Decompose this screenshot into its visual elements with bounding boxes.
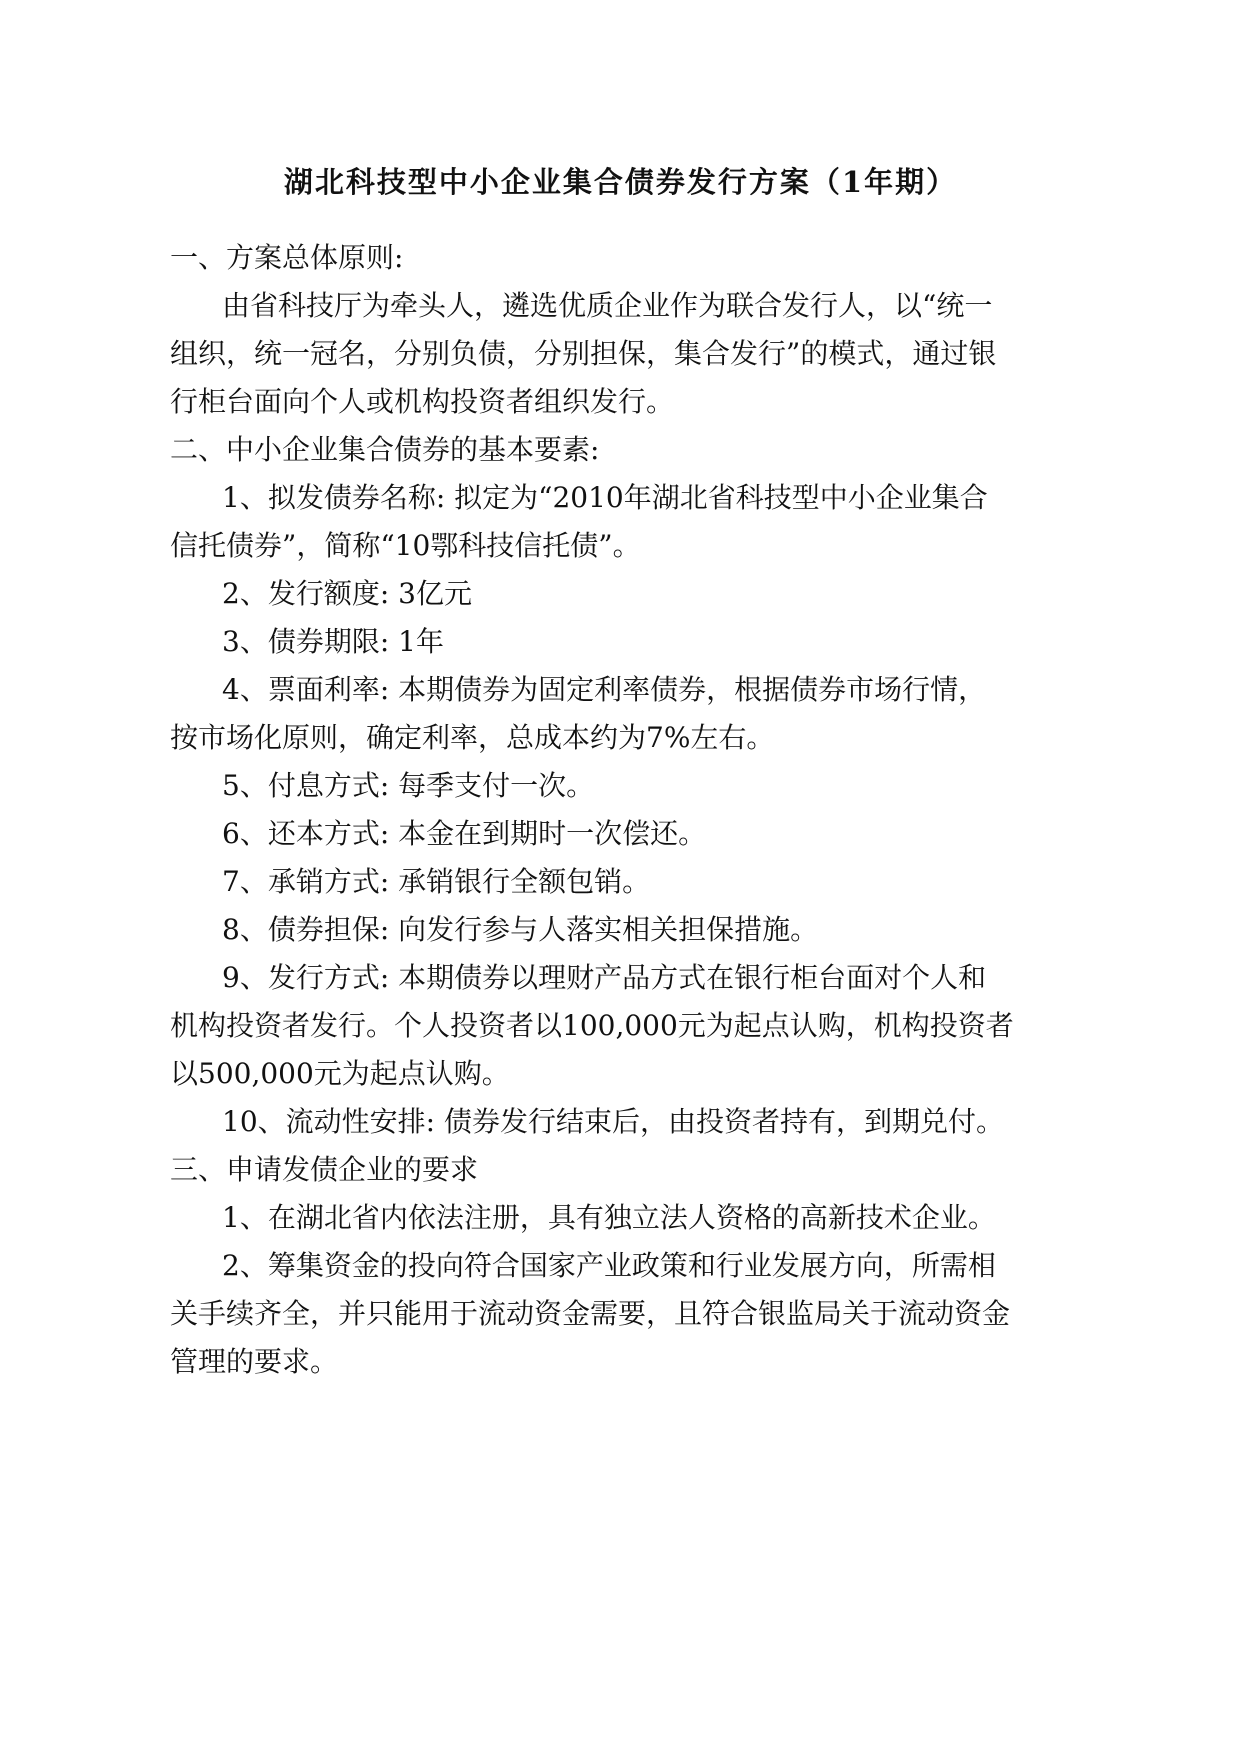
section-heading-3: 三、申请发债企业的要求 [170,1153,479,1186]
list-item: 3、债券期限: 1年 [222,625,444,658]
list-item: 5、付息方式: 每季支付一次。 [222,769,595,802]
list-item: 10、流动性安排: 债券发行结束后，由投资者持有，到期兑付。 [222,1105,1004,1138]
list-item: 2、发行额度: 3亿元 [222,577,472,610]
list-item-continuation: 管理的要求。 [170,1345,339,1378]
list-item: 6、还本方式: 本金在到期时一次偿还。 [222,817,707,850]
paragraph-line: 组织，统一冠名，分别负债，分别担保，集合发行”的模式，通过银 [170,337,997,370]
list-item: 1、拟发债券名称: 拟定为“2010年湖北省科技型中小企业集合 [222,481,988,514]
list-item-continuation: 机构投资者发行。个人投资者以100,000元为起点认购，机构投资者 [170,1009,1014,1042]
list-item: 1、在湖北省内依法注册，具有独立法人资格的高新技术企业。 [222,1201,996,1234]
list-item: 8、债券担保: 向发行参与人落实相关担保措施。 [222,913,819,946]
list-item: 4、票面利率: 本期债券为固定利率债券，根据债券市场行情， [222,673,987,706]
list-item-continuation: 按市场化原则，确定利率，总成本约为7%左右。 [170,721,775,754]
section-heading-1: 一、方案总体原则: [170,241,404,274]
list-item-continuation: 以500,000元为起点认购。 [170,1057,510,1090]
list-item: 7、承销方式: 承销银行全额包销。 [222,865,651,898]
paragraph-line: 行柜台面向个人或机构投资者组织发行。 [170,385,675,418]
list-item-continuation: 关手续齐全，并只能用于流动资金需要，且符合银监局关于流动资金 [170,1297,1011,1330]
document-title: 湖北科技型中小企业集合债券发行方案（1年期） [283,165,958,199]
list-item: 2、筹集资金的投向符合国家产业政策和行业发展方向，所需相 [222,1249,996,1282]
list-item-continuation: 信托债券”，简称“10鄂科技信托债”。 [170,529,641,562]
list-item: 9、发行方式: 本期债券以理财产品方式在银行柜台面对个人和 [222,961,987,994]
paragraph-line: 由省科技厅为牵头人，遴选优质企业作为联合发行人，以“统一 [222,289,993,322]
section-heading-2: 二、中小企业集合债券的基本要素: [170,433,600,466]
